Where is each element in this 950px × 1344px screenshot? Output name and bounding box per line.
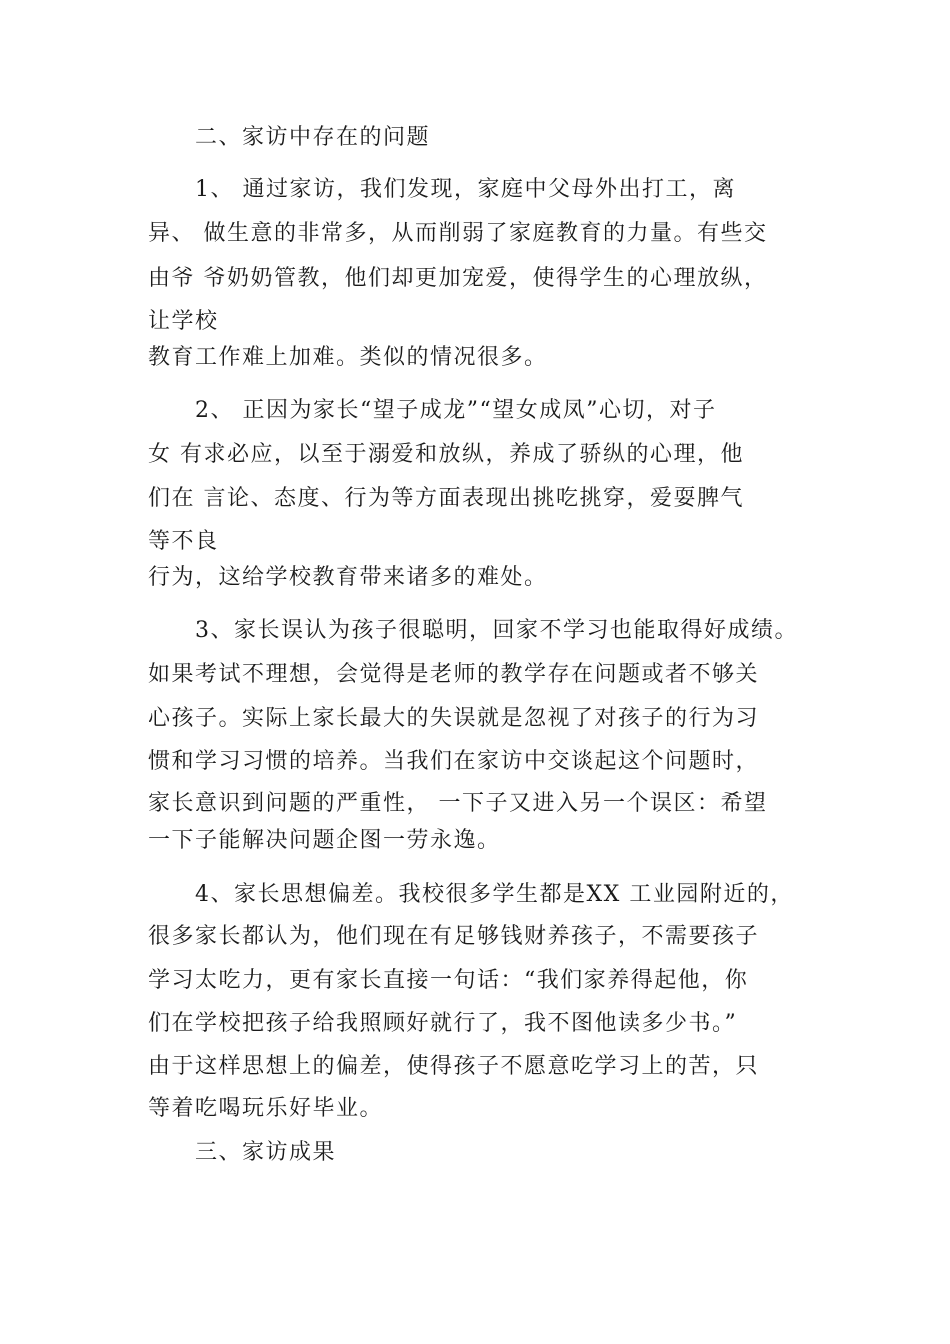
paragraph-line: 们在 言论、态度、行为等方面表现出挑吃挑穿，爱耍脾气 [148, 486, 744, 511]
paragraph-line: 如果考试不理想，会觉得是老师的教学存在问题或者不够关 [148, 662, 760, 687]
paragraph-line: 家长意识到问题的严重性， 一下子又进入另一个误区：希望 [148, 791, 768, 816]
section-heading-results: 三、家访成果 [195, 1140, 337, 1165]
paragraph-line: 4、家长思想偏差。我校很多学生都是XX 工业园附近的， [195, 882, 794, 907]
section-heading-problems: 二、家访中存在的问题 [195, 125, 431, 150]
paragraph-line: 1、 通过家访，我们发现，家庭中父母外出打工，离 [195, 177, 736, 202]
paragraph-line: 由爷 爷奶奶管教，他们却更加宠爱，使得学生的心理放纵， [148, 266, 768, 291]
paragraph-line: 一下子能解决问题企图一劳永逸。 [148, 828, 501, 853]
paragraph-line: 很多家长都认为，他们现在有足够钱财养孩子，不需要孩子 [148, 924, 760, 949]
paragraph-line: 学习太吃力，更有家长直接一句话：“我们家养得起他，你 [148, 968, 749, 993]
paragraph-line: 心孩子。实际上家长最大的失误就是忽视了对孩子的行为习 [148, 706, 760, 731]
paragraph-line: 们在学校把孩子给我照顾好就行了，我不图他读多少书。” [148, 1011, 738, 1036]
paragraph-line: 3、家长误认为孩子很聪明，回家不学习也能取得好成绩。 [195, 618, 798, 643]
paragraph-line: 让学校 [148, 309, 219, 334]
paragraph-line: 等着吃喝玩乐好毕业。 [148, 1096, 384, 1121]
paragraph-line: 2、 正因为家长“望子成龙”“望女成凤”心切，对子 [195, 398, 717, 423]
paragraph-line: 女 有求必应，以至于溺爱和放纵，养成了骄纵的心理，他 [148, 442, 744, 467]
paragraph-line: 由于这样思想上的偏差，使得孩子不愿意吃学习上的苦，只 [148, 1054, 760, 1079]
paragraph-line: 行为，这给学校教育带来诸多的难处。 [148, 565, 548, 590]
paragraph-line: 惯和学习习惯的培养。当我们在家访中交谈起这个问题时， [148, 749, 760, 774]
paragraph-line: 教育工作难上加难。类似的情况很多。 [148, 345, 548, 370]
paragraph-line: 等不良 [148, 529, 219, 554]
paragraph-line: 异、 做生意的非常多，从而削弱了家庭教育的力量。有些交 [148, 221, 768, 246]
